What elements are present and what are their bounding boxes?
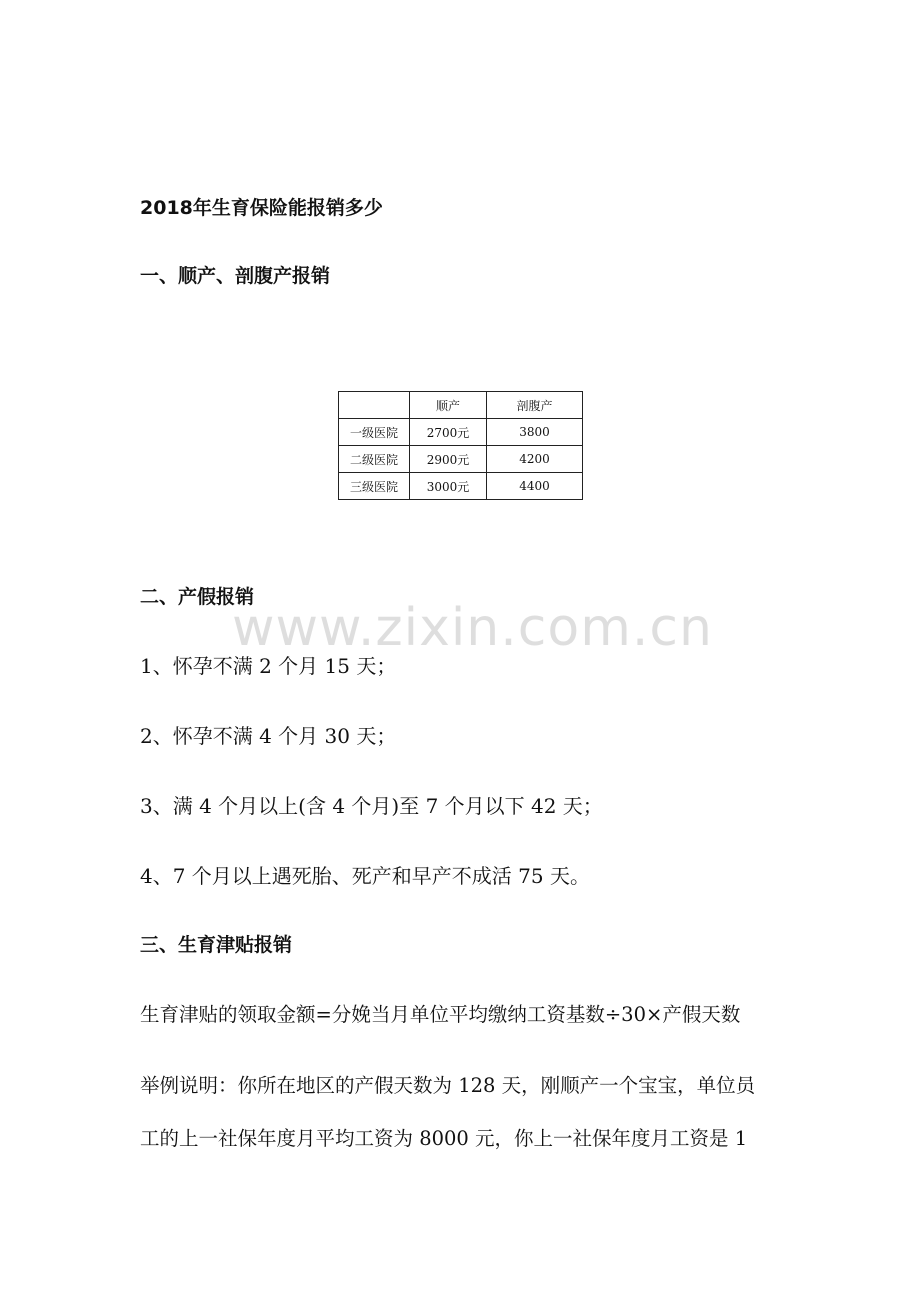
- table-header-cell: 剖腹产: [487, 392, 583, 419]
- table-cell: 2700元: [410, 419, 487, 446]
- table-row: [339, 446, 583, 473]
- document-title: 2018年生育保险能报销多少: [140, 197, 383, 219]
- reimbursement-table: [338, 391, 583, 500]
- example-text-line-1: 举例说明：你所在地区的产假天数为 128 天，刚顺产一个宝宝，单位员: [140, 1074, 756, 1097]
- example-text-line-2: 工的上一社保年度月平均工资为 8000 元，你上一社保年度月工资是 1: [140, 1127, 748, 1150]
- table-cell: 3000元: [410, 473, 487, 500]
- table-row: [339, 419, 583, 446]
- list-item: 2、怀孕不满 4 个月 30 天；: [140, 724, 397, 748]
- section-heading-maternity-leave: 二、产假报销: [140, 586, 255, 608]
- table-row: [339, 473, 583, 500]
- table-cell: 一级医院: [339, 419, 410, 446]
- table-cell: 二级医院: [339, 446, 410, 473]
- table-header-cell: [339, 392, 410, 419]
- table-cell: 2900元: [410, 446, 487, 473]
- table-cell: 4400: [487, 473, 583, 500]
- section-heading-allowance: 三、生育津贴报销: [140, 934, 293, 956]
- table-cell: 3800: [487, 419, 583, 446]
- formula-text: 生育津贴的领取金额=分娩当月单位平均缴纳工资基数÷30×产假天数: [140, 1003, 741, 1026]
- list-item: 3、满 4 个月以上(含 4 个月)至 7 个月以下 42 天；: [140, 794, 603, 818]
- table-cell: 4200: [487, 446, 583, 473]
- table-cell: 三级医院: [339, 473, 410, 500]
- table-header-row: [339, 392, 583, 419]
- list-item: 1、怀孕不满 2 个月 15 天；: [140, 654, 397, 678]
- section-heading-delivery: 一、顺产、剖腹产报销: [140, 265, 331, 287]
- list-item: 4、7 个月以上遇死胎、死产和早产不成活 75 天。: [140, 864, 590, 888]
- table-header-cell: 顺产: [410, 392, 487, 419]
- watermark-text: www.zixin.com.cn: [232, 598, 713, 658]
